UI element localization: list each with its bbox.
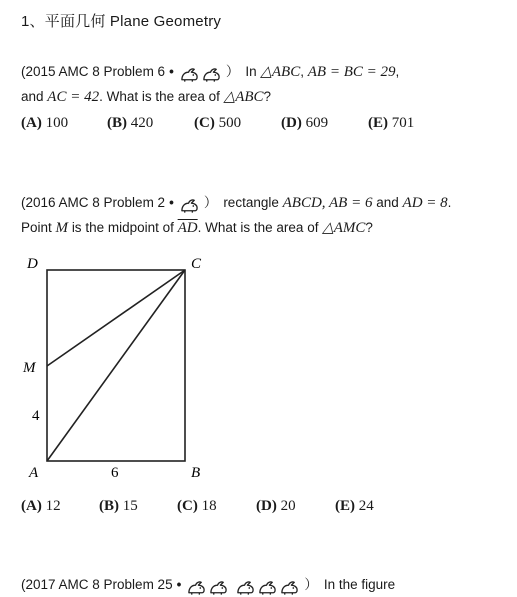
label-side-ab: 6 (111, 465, 119, 481)
label-c: C (191, 256, 202, 272)
difficulty-rating (180, 198, 202, 214)
segment-mc (47, 270, 185, 366)
bunny-icon (209, 580, 228, 596)
difficulty-rating (187, 580, 302, 596)
bunny-icon (258, 580, 277, 596)
bunny-icon (180, 67, 199, 83)
choice-d[interactable]: (D) 609 (281, 115, 329, 131)
problem-1-line-2: and AC = 42. What is the area of △ABC? (21, 89, 272, 105)
choice-d[interactable]: (D) 20 (256, 498, 296, 514)
problem-1-line-1: (2015 AMC 8 Problem 6 • ） In △ABC, AB = BC = 29, (21, 60, 399, 83)
choice-c[interactable]: (C) 500 (194, 115, 242, 131)
math-ac-equation: AC = 42 (47, 89, 100, 105)
choice-e[interactable]: (E) 701 (368, 115, 415, 131)
bunny-icon (202, 67, 221, 83)
choice-a[interactable]: (A) 12 (21, 498, 61, 514)
difficulty-rating (180, 67, 224, 83)
choice-c[interactable]: (C) 18 (177, 498, 217, 514)
math-segment-ad: $\overline{AD}$ (177, 220, 198, 236)
label-d: D (27, 256, 38, 272)
math-side-equation: AB = BC = 29 (307, 64, 396, 80)
choice-e[interactable]: (E) 24 (335, 498, 374, 514)
problem-3-line-1: (2017 AMC 8 Problem 25 • ） In the figure (21, 573, 395, 596)
separator-dot: • (169, 195, 174, 210)
answer-choices (21, 115, 414, 132)
problem-source: (2015 AMC 8 Problem 6 (21, 64, 166, 79)
math-triangle-abc: △ABC (260, 64, 301, 80)
section-title: 1、平面几何 Plane Geometry (21, 13, 222, 30)
rectangle-figure (15, 250, 215, 485)
label-b: B (191, 465, 201, 481)
choice-b[interactable]: (B) 420 (107, 115, 154, 131)
label-m: M (23, 360, 36, 376)
answer-choices (21, 498, 374, 515)
label-a: A (29, 465, 39, 481)
problem-2-line-1: (2016 AMC 8 Problem 2 • ） rectangle ABCD, AB = 6 and AD = 8. (21, 191, 451, 214)
separator-dot: • (176, 577, 182, 592)
label-side-am: 4 (32, 408, 40, 424)
separator-dot: • (169, 64, 174, 79)
choice-b[interactable]: (B) 15 (99, 498, 138, 514)
problem-2-line-2: Point M is the midpoint of $\overline{AD}$. What is the area of △AMC? (21, 220, 373, 236)
bunny-icon (280, 580, 299, 596)
problem-source: (2016 AMC 8 Problem 2 (21, 195, 166, 210)
segment-ac (47, 270, 185, 461)
bunny-icon (180, 198, 199, 214)
choice-a[interactable]: (A) 100 (21, 115, 69, 131)
bunny-icon (187, 580, 206, 596)
bunny-icon (236, 580, 255, 596)
problem-source: (2017 AMC 8 Problem 25 (21, 577, 173, 592)
